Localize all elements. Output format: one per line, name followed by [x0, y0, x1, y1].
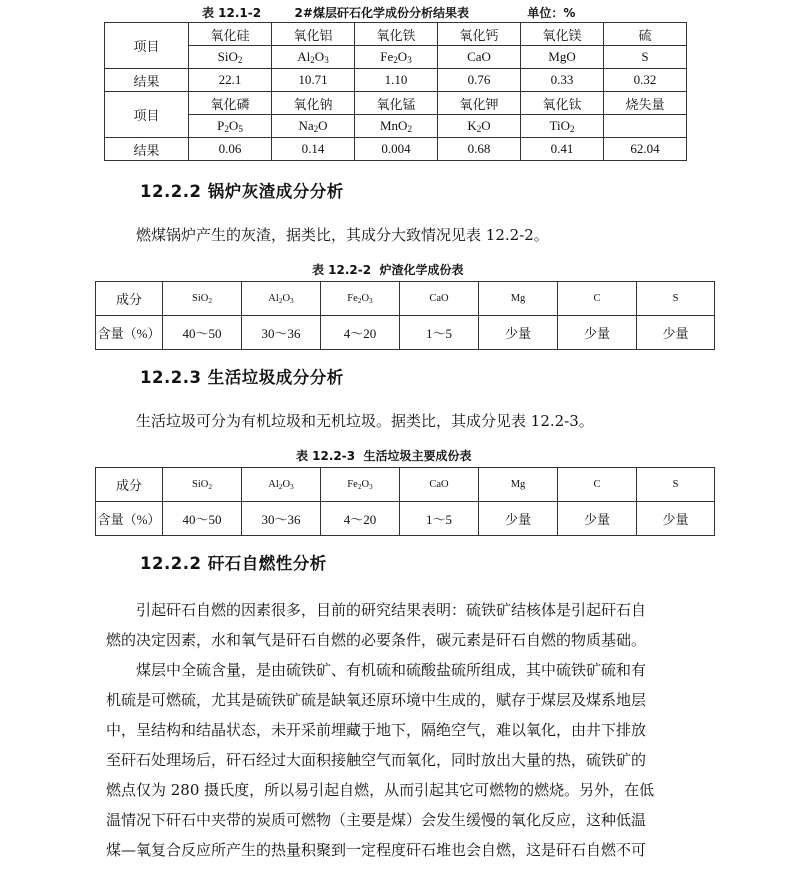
table1-result: 10.71	[272, 69, 355, 92]
table3-component: CaO	[400, 468, 479, 502]
table2-component: C	[558, 282, 637, 316]
table3-header-row	[96, 468, 715, 502]
table1-caption: 表 12.1-2 2#煤层矸石化学成份分析结果表 单位：%	[202, 6, 576, 20]
paragraph-line: 煤—氧复合反应所产生的热量积聚到一定程度矸石堆也会自燃，这是矸石自燃不可	[106, 841, 647, 859]
table2-value: 少量	[637, 316, 715, 350]
table1-results-row-1	[105, 69, 687, 92]
table1-formula: $P_2O_5$	[189, 115, 272, 138]
table2-component: CaO	[400, 282, 479, 316]
table2-value: 4～20	[321, 316, 400, 350]
table1-name: 氧化铝	[272, 23, 355, 46]
table1-item-label-2: 项目	[105, 92, 189, 138]
table1-formula: $Na_2O$	[272, 115, 355, 138]
paragraph-line: 燃的决定因素，水和氧气是矸石自燃的必要条件，碳元素是矸石自燃的物质基础。	[106, 631, 647, 649]
table3-header-label: 成分	[96, 468, 163, 502]
paragraph-line: 燃煤锅炉产生的灰渣，据类比，其成分大致情况见表 12.2-2。	[136, 226, 549, 244]
table1-result: 0.06	[189, 138, 272, 161]
table1-result: 0.68	[438, 138, 521, 161]
table1-formula: MnO$_2$	[355, 115, 438, 138]
table1-result: 0.41	[521, 138, 604, 161]
table3-content-row	[96, 502, 715, 536]
table2-content-label: 含量（%）	[96, 316, 163, 350]
table2-slag-composition	[95, 281, 715, 350]
table3-component: $Al_2O_3$	[242, 468, 321, 502]
table1-name: 烧失量	[604, 92, 687, 115]
table1-result-label-2: 结果	[105, 138, 189, 161]
paragraph-line: 中，呈结构和结晶状态，未开采前埋藏于地下，隔绝空气，难以氧化，由井下排放	[106, 721, 647, 739]
paragraph-line: 燃点仅为 280 摄氏度，所以易引起自燃，从而引起其它可燃物的燃烧。另外，在低	[106, 781, 655, 799]
table2-component: S	[637, 282, 715, 316]
table1-name: 氧化锰	[355, 92, 438, 115]
table1-formula: $Al_2O_3$	[272, 46, 355, 69]
table3-value: 1～5	[400, 502, 479, 536]
table1-name: 氧化磷	[189, 92, 272, 115]
table1-name: 氧化钾	[438, 92, 521, 115]
table3-value: 少量	[637, 502, 715, 536]
table1-result-label-1: 结果	[105, 69, 189, 92]
table1-formula: $Fe_2O_3$	[355, 46, 438, 69]
table1-formula-empty	[604, 115, 687, 138]
table2-value: 1～5	[400, 316, 479, 350]
table1-formula: MgO	[521, 46, 604, 69]
table3-component: $Fe_2O_3$	[321, 468, 400, 502]
paragraph-boiler-ash	[106, 220, 689, 250]
table2-value: 40～50	[163, 316, 242, 350]
section-heading-gangue-ignition: 12.2.2 矸石自燃性分析	[140, 554, 327, 573]
paragraph-line: 至矸石处理场后，矸石经过大面积接触空气而氧化，同时放出大量的热，硫铁矿的	[106, 751, 647, 769]
table3-value: 4～20	[321, 502, 400, 536]
table3-value: 40～50	[163, 502, 242, 536]
paragraph-line: 温情况下矸石中夹带的炭质可燃物（主要是煤）会发生缓慢的氧化反应，这种低温	[106, 811, 647, 829]
table3-component: Mg	[479, 468, 558, 502]
table2-value: 少量	[479, 316, 558, 350]
table1-item-label-1: 项目	[105, 23, 189, 69]
table1-name: 氧化镁	[521, 23, 604, 46]
table3-value: 少量	[558, 502, 637, 536]
table1-name: 氧化硅	[189, 23, 272, 46]
paragraph-domestic-waste	[106, 406, 689, 436]
table1-formula: SiO$_2$	[189, 46, 272, 69]
table1-result: 0.004	[355, 138, 438, 161]
table1-result: 1.10	[355, 69, 438, 92]
table1-coal-gangue-composition	[104, 22, 687, 161]
table2-value: 少量	[558, 316, 637, 350]
table3-component: C	[558, 468, 637, 502]
table2-caption: 表 12.2-2 炉渣化学成份表	[312, 263, 464, 277]
table2-component: $Fe_2O_3$	[321, 282, 400, 316]
table2-component: $Al_2O_3$	[242, 282, 321, 316]
table1-result: 0.33	[521, 69, 604, 92]
table1-results-row-2	[105, 138, 687, 161]
table3-domestic-waste-composition	[95, 467, 715, 536]
table1-names-row-1	[105, 23, 687, 46]
table1-result: 0.32	[604, 69, 687, 92]
table2-content-row	[96, 316, 715, 350]
section-heading-boiler-ash: 12.2.2 锅炉灰渣成分分析	[140, 182, 344, 201]
table2-value: 30～36	[242, 316, 321, 350]
paragraph-line: 煤层中全硫含量，是由硫铁矿、有机硫和硫酸盐硫所组成，其中硫铁矿硫和有	[136, 661, 647, 679]
table1-formula: $K_2O$	[438, 115, 521, 138]
paragraph-line: 生活垃圾可分为有机垃圾和无机垃圾。据类比，其成分见表 12.2-3。	[136, 412, 594, 430]
table1-name: 氧化钠	[272, 92, 355, 115]
table1-formula: CaO	[438, 46, 521, 69]
table3-component: S	[637, 468, 715, 502]
paragraph-line: 引起矸石自燃的因素很多，目前的研究结果表明：硫铁矿结核体是引起矸石自	[136, 601, 647, 619]
table2-header-row	[96, 282, 715, 316]
table1-name: 氧化钙	[438, 23, 521, 46]
table3-caption: 表 12.2-3 生活垃圾主要成份表	[296, 449, 472, 463]
table1-result: 0.14	[272, 138, 355, 161]
table1-formula: TiO$_2$	[521, 115, 604, 138]
table3-value: 少量	[479, 502, 558, 536]
table2-component: Mg	[479, 282, 558, 316]
table1-names-row-2	[105, 92, 687, 115]
paragraph-gangue-ignition	[106, 595, 689, 865]
table2-header-label: 成分	[96, 282, 163, 316]
section-heading-domestic-waste: 12.2.3 生活垃圾成分分析	[140, 368, 344, 387]
table1-formula: S	[604, 46, 687, 69]
table1-formulas-row-1	[105, 46, 687, 69]
table3-component: SiO$_2$	[163, 468, 242, 502]
table2-component: SiO$_2$	[163, 282, 242, 316]
paragraph-line: 机硫是可燃硫，尤其是硫铁矿硫是缺氧还原环境中生成的，赋存于煤层及煤系地层	[106, 691, 647, 709]
table1-name: 硫	[604, 23, 687, 46]
table1-formulas-row-2	[105, 115, 687, 138]
table1-result: 62.04	[604, 138, 687, 161]
table3-value: 30～36	[242, 502, 321, 536]
table1-result: 22.1	[189, 69, 272, 92]
table3-content-label: 含量（%）	[96, 502, 163, 536]
table1-name: 氧化铁	[355, 23, 438, 46]
table1-result: 0.76	[438, 69, 521, 92]
table1-name: 氧化钛	[521, 92, 604, 115]
